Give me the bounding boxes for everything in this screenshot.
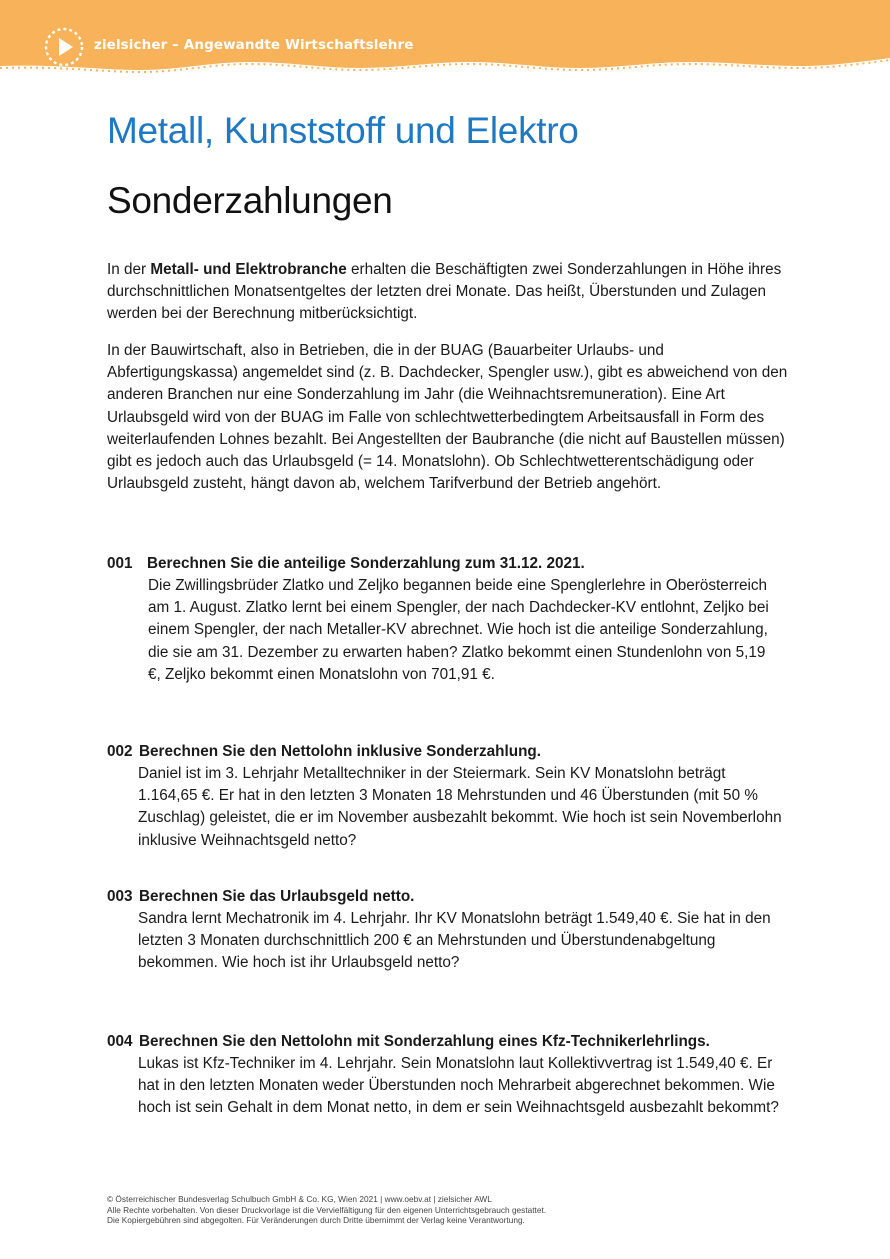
intro-bold-term: Metall- und Elektrobranche <box>150 261 347 278</box>
footer-copyright <box>107 1194 546 1226</box>
task-body-003: Sandra lernt Mechatronik im 4. Lehrjahr. Ihr KV Monatslohn beträgt 1.549,40 €. Sie hat in den letzten 3 Monaten durchschnittlich 200 € an Mehrstunden und Überstundenabgeltung bekommen. Wie hoch ist ihr Urlaubsgeld netto? <box>138 910 771 972</box>
task-body-004: Lukas ist Kfz-Techniker im 4. Lehrjahr. Sein Monatslohn laut Kollektivvertrag ist 1.549,40 €. Er hat in den letzten Monaten weder Überstunden noch Mehrarbeit abgerechnet bekommen. Wie hoch ist sein Gehalt in dem Monat netto, in dem er sein Weihnachtsgeld ausbezahlt bekommt? <box>138 1055 779 1117</box>
task-body-002: Daniel ist im 3. Lehrjahr Metalltechniker in der Steiermark. Sein KV Monatslohn beträgt 1.164,65 €. Er hat in den letzten 3 Monaten 18 Mehrstunden und 46 Überstunden (mit 50 % Zuschlag) geleistet, die er im November ausbezahlt bekommt. Wie hoch ist sein Novemberlohn inklusive Weihnachtsgeld netto? <box>138 765 782 849</box>
task-heading-002 <box>107 741 541 763</box>
task-number: 002 <box>107 743 133 760</box>
footer-line: © Österreichischer Bundesverlag Schulbuch GmbH & Co. KG, Wien 2021 | www.oebv.at | zielsicher AWL <box>107 1194 492 1204</box>
task-heading-003 <box>107 886 414 908</box>
task-title: Berechnen Sie den Nettolohn mit Sonderzahlung eines Kfz-Technikerlehrlings. <box>139 1033 710 1050</box>
task-title: Berechnen Sie die anteilige Sonderzahlung zum 31.12. 2021. <box>147 555 585 572</box>
brand-name: zielsicher – Angewandte Wirtschaftslehre <box>94 37 414 53</box>
intro-paragraph-1: In der Metall- und Elektrobranche erhalten die Beschäftigten zwei Sonderzahlungen in Höhe ihres durchschnittlichen Monatsentgeltes der letzten drei Monate. Das heißt, Überstunden und Zulagen werden bei der Berechnung mitberücksichtigt. <box>107 261 782 323</box>
footer-line: Alle Rechte vorbehalten. Von dieser Druckvorlage ist die Vervielfältigung für den eigenen Unterrichtsgebrauch gestattet. <box>107 1204 547 1215</box>
header-band <box>0 0 890 78</box>
footer-line: Die Kopiergebühren sind abgegolten. Für Veränderungen durch Dritte übernimmt der Verlag keine Verantwortung. <box>107 1215 525 1226</box>
page-title: Metall, Kunststoff und Elektro <box>107 110 579 151</box>
task-title: Berechnen Sie den Nettolohn inklusive Sonderzahlung. <box>139 743 542 760</box>
task-number: 003 <box>107 888 133 905</box>
task-heading-004 <box>107 1031 710 1053</box>
task-title: Berechnen Sie das Urlaubsgeld netto. <box>139 888 415 905</box>
task-body-001: Die Zwillingsbrüder Zlatko und Zeljko begannen beide eine Spenglerlehre in Oberösterreich am 1. August. Zlatko lernt bei einem Spengler, der nach Dachdecker-KV entlohnt, Zeljko bei einem Spengler, der nach Metaller-KV abrechnet. Wie hoch ist die anteilige Sonderzahlung, die sie am 31. Dezember zu erwarten haben? Zlatko bekommt einen Stundenlohn von 5,19 €, Zeljko bekommt einen Monatslohn von 701,91 €. <box>148 577 769 683</box>
intro-paragraph-2: In der Bauwirtschaft, also in Betrieben, die in der BUAG (Bauarbeiter Urlaubs- und Abfertigungskassa) angemeldet sind (z. B. Dachdecker, Spengler usw.), gibt es abweichend von den anderen Branchen nur eine Sonderzahlung im Jahr (die Weihnachtsremuneration). Eine Art Urlaubsgeld wird von der BUAG im Falle von schlechtwetterbedingtem Arbeitsausfall in Form des weiterlaufenden Lohnes bezahlt. Bei Angestellten der Baubranche (die nicht auf Baustellen müssen) gibt es jedoch auch das Urlaubsgeld (= 14. Monatslohn). Ob Schlechtwetterentschädigung oder Urlaubsgeld zusteht, hängt davon ab, welchem Tarifverbund der Betrieb angehört. <box>107 342 788 493</box>
task-number: 001 <box>107 555 133 572</box>
task-number: 004 <box>107 1033 133 1050</box>
task-heading-001 <box>107 553 585 575</box>
page-subtitle: Sonderzahlungen <box>107 180 393 221</box>
play-circle-icon <box>43 26 85 68</box>
